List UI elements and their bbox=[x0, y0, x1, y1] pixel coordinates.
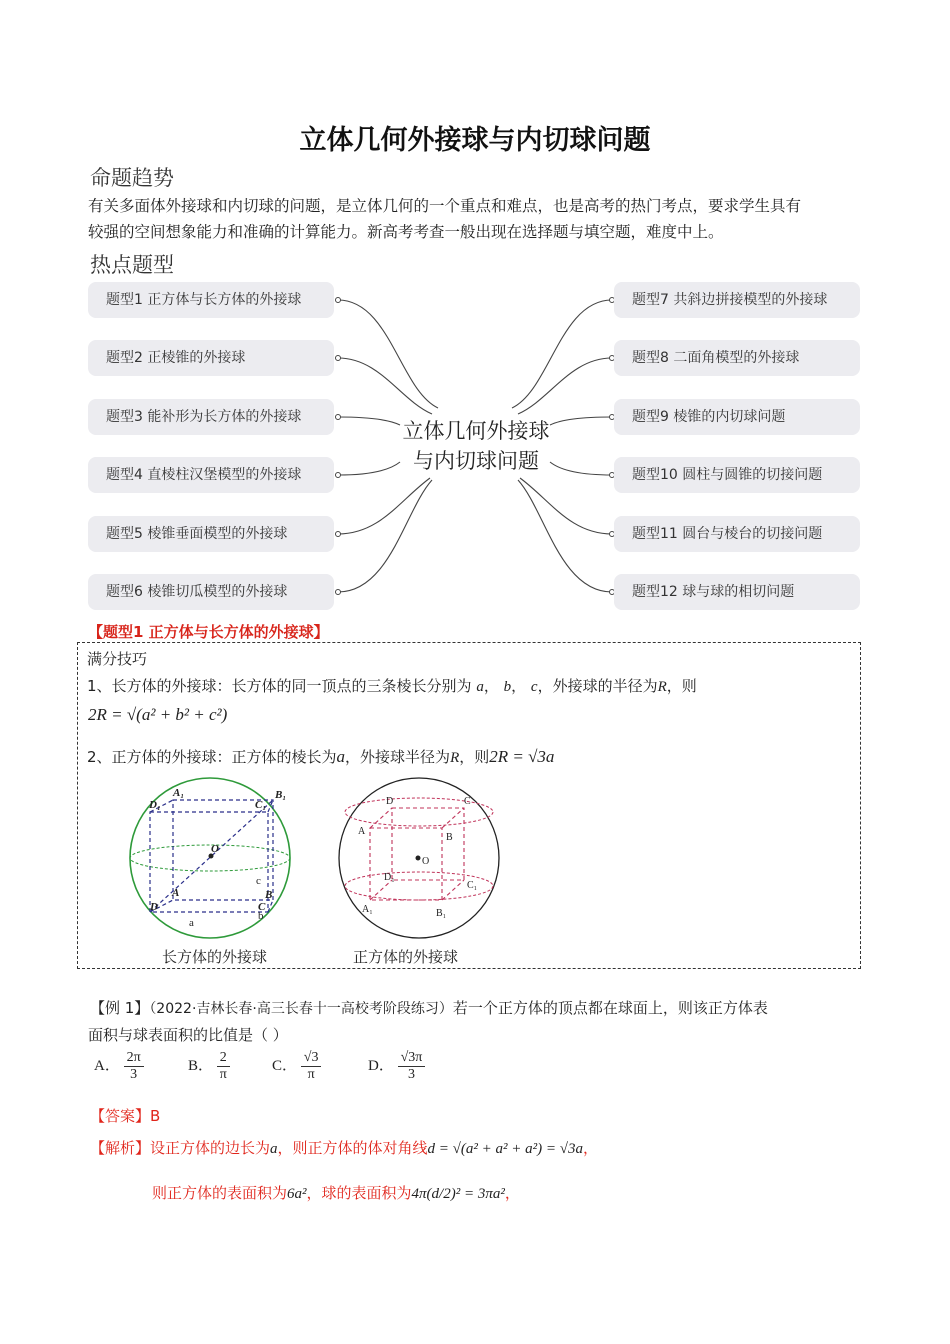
tip1-formula: 2R = √(a² + b² + c²) bbox=[88, 705, 228, 724]
tip1-line: 1、长方体的外接球：长方体的同一顶点的三条棱长分别为 a， b， c，外接球的半径为R，则 bbox=[87, 677, 697, 695]
tip2-var-R: R bbox=[450, 750, 460, 766]
trend-text-line2: 较强的空间想象能力和准确的计算能力。新高考考查一般出现在选择题与填空题，难度中上。 bbox=[88, 223, 724, 241]
fig1-caption: 长方体的外接球 bbox=[162, 948, 268, 966]
mindmap-center-line1: 立体几何外接球 bbox=[402, 419, 550, 443]
mindmap-left-2[interactable]: 题型2 正棱锥的外接球 bbox=[88, 340, 334, 376]
tip2-line bbox=[87, 746, 554, 767]
choice-b-num: 2 bbox=[217, 1050, 230, 1067]
mindmap-left-6[interactable]: 题型6 棱锥切瓜模型的外接球 bbox=[88, 574, 334, 610]
analysis-1b: ，则正方体的体对角线 bbox=[277, 1139, 428, 1157]
connector-right-6 bbox=[518, 480, 612, 592]
tip1-text-b: ，外接球的半径为 bbox=[537, 677, 658, 695]
analysis-1c: ， bbox=[582, 1139, 598, 1157]
choice-c-den: π bbox=[307, 1067, 315, 1082]
tip1-text-a: 1、长方体的外接球：长方体的同一顶点的三条棱长分别为 bbox=[87, 677, 472, 695]
fig1-label-b: b bbox=[258, 910, 264, 922]
example1-line1 bbox=[90, 997, 768, 1018]
fig2-label-A1: A₁ bbox=[362, 904, 373, 915]
answer-label: 【答案】 bbox=[90, 1107, 151, 1125]
fig2-label-B1: B₁ bbox=[436, 908, 447, 919]
fig2-label-D1: D₁ bbox=[384, 872, 395, 883]
fig1-label-B1: B₁ bbox=[275, 789, 287, 801]
choice-a-den: 3 bbox=[130, 1067, 138, 1082]
fig1-label-C1: C₁ bbox=[255, 799, 267, 811]
analysis-1a: 设正方体的边长为 bbox=[150, 1139, 271, 1157]
choice-d-num: √3π bbox=[398, 1050, 426, 1067]
tip1-var-R: R bbox=[657, 679, 667, 695]
example1-label: 【例 1】 bbox=[90, 999, 150, 1017]
trend-heading: 命题趋势 bbox=[90, 166, 174, 190]
mindmap-left-5[interactable]: 题型5 棱锥垂面模型的外接球 bbox=[88, 516, 334, 552]
answer-value: B bbox=[150, 1107, 161, 1125]
choice-d-den: 3 bbox=[407, 1067, 415, 1082]
connector-left-1 bbox=[338, 300, 438, 408]
fig1-label-A1: A₁ bbox=[173, 787, 185, 799]
choice-c[interactable] bbox=[272, 1050, 321, 1083]
mindmap-right-10[interactable]: 题型10 圆柱与圆锥的切接问题 bbox=[614, 457, 860, 493]
example1-source: （2022·吉林长春·高三长春十一高校考阶段练习） bbox=[149, 1001, 453, 1017]
analysis-1formula: d = √(a² + a² + a²) = √3a bbox=[427, 1141, 583, 1157]
fig1-label-D1: D₁ bbox=[149, 799, 161, 811]
fig1-label-C: C bbox=[258, 901, 266, 913]
choice-d-letter: D． bbox=[368, 1057, 394, 1074]
tip1-text-c: ，则 bbox=[666, 677, 697, 695]
choice-d[interactable] bbox=[368, 1050, 425, 1083]
tip2-text-b: ，外接球半径为 bbox=[345, 748, 451, 766]
tip2-text-a: 2、正方体的外接球：正方体的棱长为 bbox=[87, 748, 337, 766]
analysis-1var: a bbox=[270, 1141, 278, 1157]
tip2-text-c: ，则 bbox=[459, 748, 490, 766]
choice-a[interactable] bbox=[94, 1050, 144, 1083]
analysis-2b: ，球的表面积为 bbox=[306, 1184, 412, 1202]
fig2-label-C: C bbox=[464, 796, 471, 807]
trend-text-line1: 有关多面体外接球和内切球的问题，是立体几何的一个重点和难点，也是高考的热门考点，要求学生具有 bbox=[88, 197, 802, 215]
page-title: 立体几何外接球与内切球问题 bbox=[299, 125, 651, 156]
tip2-formula: 2R = √3a bbox=[489, 747, 555, 766]
tips-title: 满分技巧 bbox=[87, 650, 148, 668]
connector-right-2 bbox=[518, 358, 612, 414]
fig2-label-B: B bbox=[446, 832, 453, 843]
fig1-label-O: O bbox=[211, 843, 219, 855]
fig2-label-O: O bbox=[422, 856, 430, 867]
mindmap-left-4[interactable]: 题型4 直棱柱汉堡模型的外接球 bbox=[88, 457, 334, 493]
mindmap-right-12[interactable]: 题型12 球与球的相切问题 bbox=[614, 574, 860, 610]
mindmap-right-8[interactable]: 题型8 二面角模型的外接球 bbox=[614, 340, 860, 376]
analysis-2c: ， bbox=[504, 1184, 520, 1202]
tip1-var-a: a bbox=[476, 679, 484, 695]
fig1-label-c: c bbox=[256, 875, 261, 887]
choice-c-num: √3 bbox=[301, 1050, 322, 1067]
choice-b-letter: B． bbox=[188, 1057, 214, 1074]
fig2-label-A: A bbox=[358, 826, 366, 837]
fig2-label-C1: C₁ bbox=[467, 880, 478, 891]
fig1-label-D: D bbox=[150, 901, 158, 913]
fig1-label-B: B bbox=[265, 889, 273, 901]
mindmap-left-1[interactable]: 题型1 正方体与长方体的外接球 bbox=[88, 282, 334, 318]
mindmap-left-3[interactable]: 题型3 能补形为长方体的外接球 bbox=[88, 399, 334, 435]
fig2-caption: 正方体的外接球 bbox=[353, 948, 459, 966]
choice-a-num: 2π bbox=[124, 1050, 144, 1067]
connector-right-1 bbox=[512, 300, 612, 408]
analysis-2formula2: 4π(d/2)² = 3πa² bbox=[411, 1186, 505, 1202]
tip1-var-b: b bbox=[503, 679, 512, 695]
fig1-label-a: a bbox=[189, 917, 194, 929]
mindmap-center-line2: 与内切球问题 bbox=[413, 449, 539, 473]
choice-b[interactable] bbox=[188, 1050, 230, 1083]
cuboid-sphere-figure bbox=[125, 774, 295, 942]
choice-a-letter: A． bbox=[94, 1057, 120, 1074]
tip2-var-a: a bbox=[336, 747, 346, 766]
fig1-label-A: A bbox=[172, 887, 180, 899]
connector-left-5 bbox=[338, 478, 430, 534]
mindmap-center bbox=[386, 416, 566, 476]
connector-left-6 bbox=[338, 480, 432, 592]
mindmap-right-9[interactable]: 题型9 棱锥的内切球问题 bbox=[614, 399, 860, 435]
example1-question-2: 面积与球表面积的比值是（ ） bbox=[88, 1026, 288, 1044]
choice-c-letter: C． bbox=[272, 1057, 298, 1074]
analysis-line1 bbox=[90, 1137, 598, 1158]
example1-question-1: 若一个正方体的顶点都在球面上，则该正方体表 bbox=[452, 999, 768, 1017]
analysis-line2 bbox=[152, 1182, 520, 1203]
analysis-2formula: 6a² bbox=[287, 1186, 307, 1202]
choice-b-den: π bbox=[219, 1067, 227, 1082]
answer-line bbox=[90, 1105, 160, 1126]
mindmap-right-11[interactable]: 题型11 圆台与棱台的切接问题 bbox=[614, 516, 860, 552]
analysis-label: 【解析】 bbox=[90, 1139, 151, 1157]
hot-heading: 热点题型 bbox=[90, 253, 174, 277]
mindmap-right-7[interactable]: 题型7 共斜边拼接模型的外接球 bbox=[614, 282, 860, 318]
analysis-2a: 则正方体的表面积为 bbox=[152, 1184, 288, 1202]
tip1-var-c: c bbox=[530, 679, 538, 695]
fig2-label-D: D bbox=[386, 796, 394, 807]
type1-header: 【题型1 正方体与长方体的外接球】 bbox=[88, 623, 329, 641]
connector-left-2 bbox=[338, 358, 432, 414]
cube-sphere-figure bbox=[336, 776, 504, 940]
connector-right-5 bbox=[520, 478, 612, 534]
